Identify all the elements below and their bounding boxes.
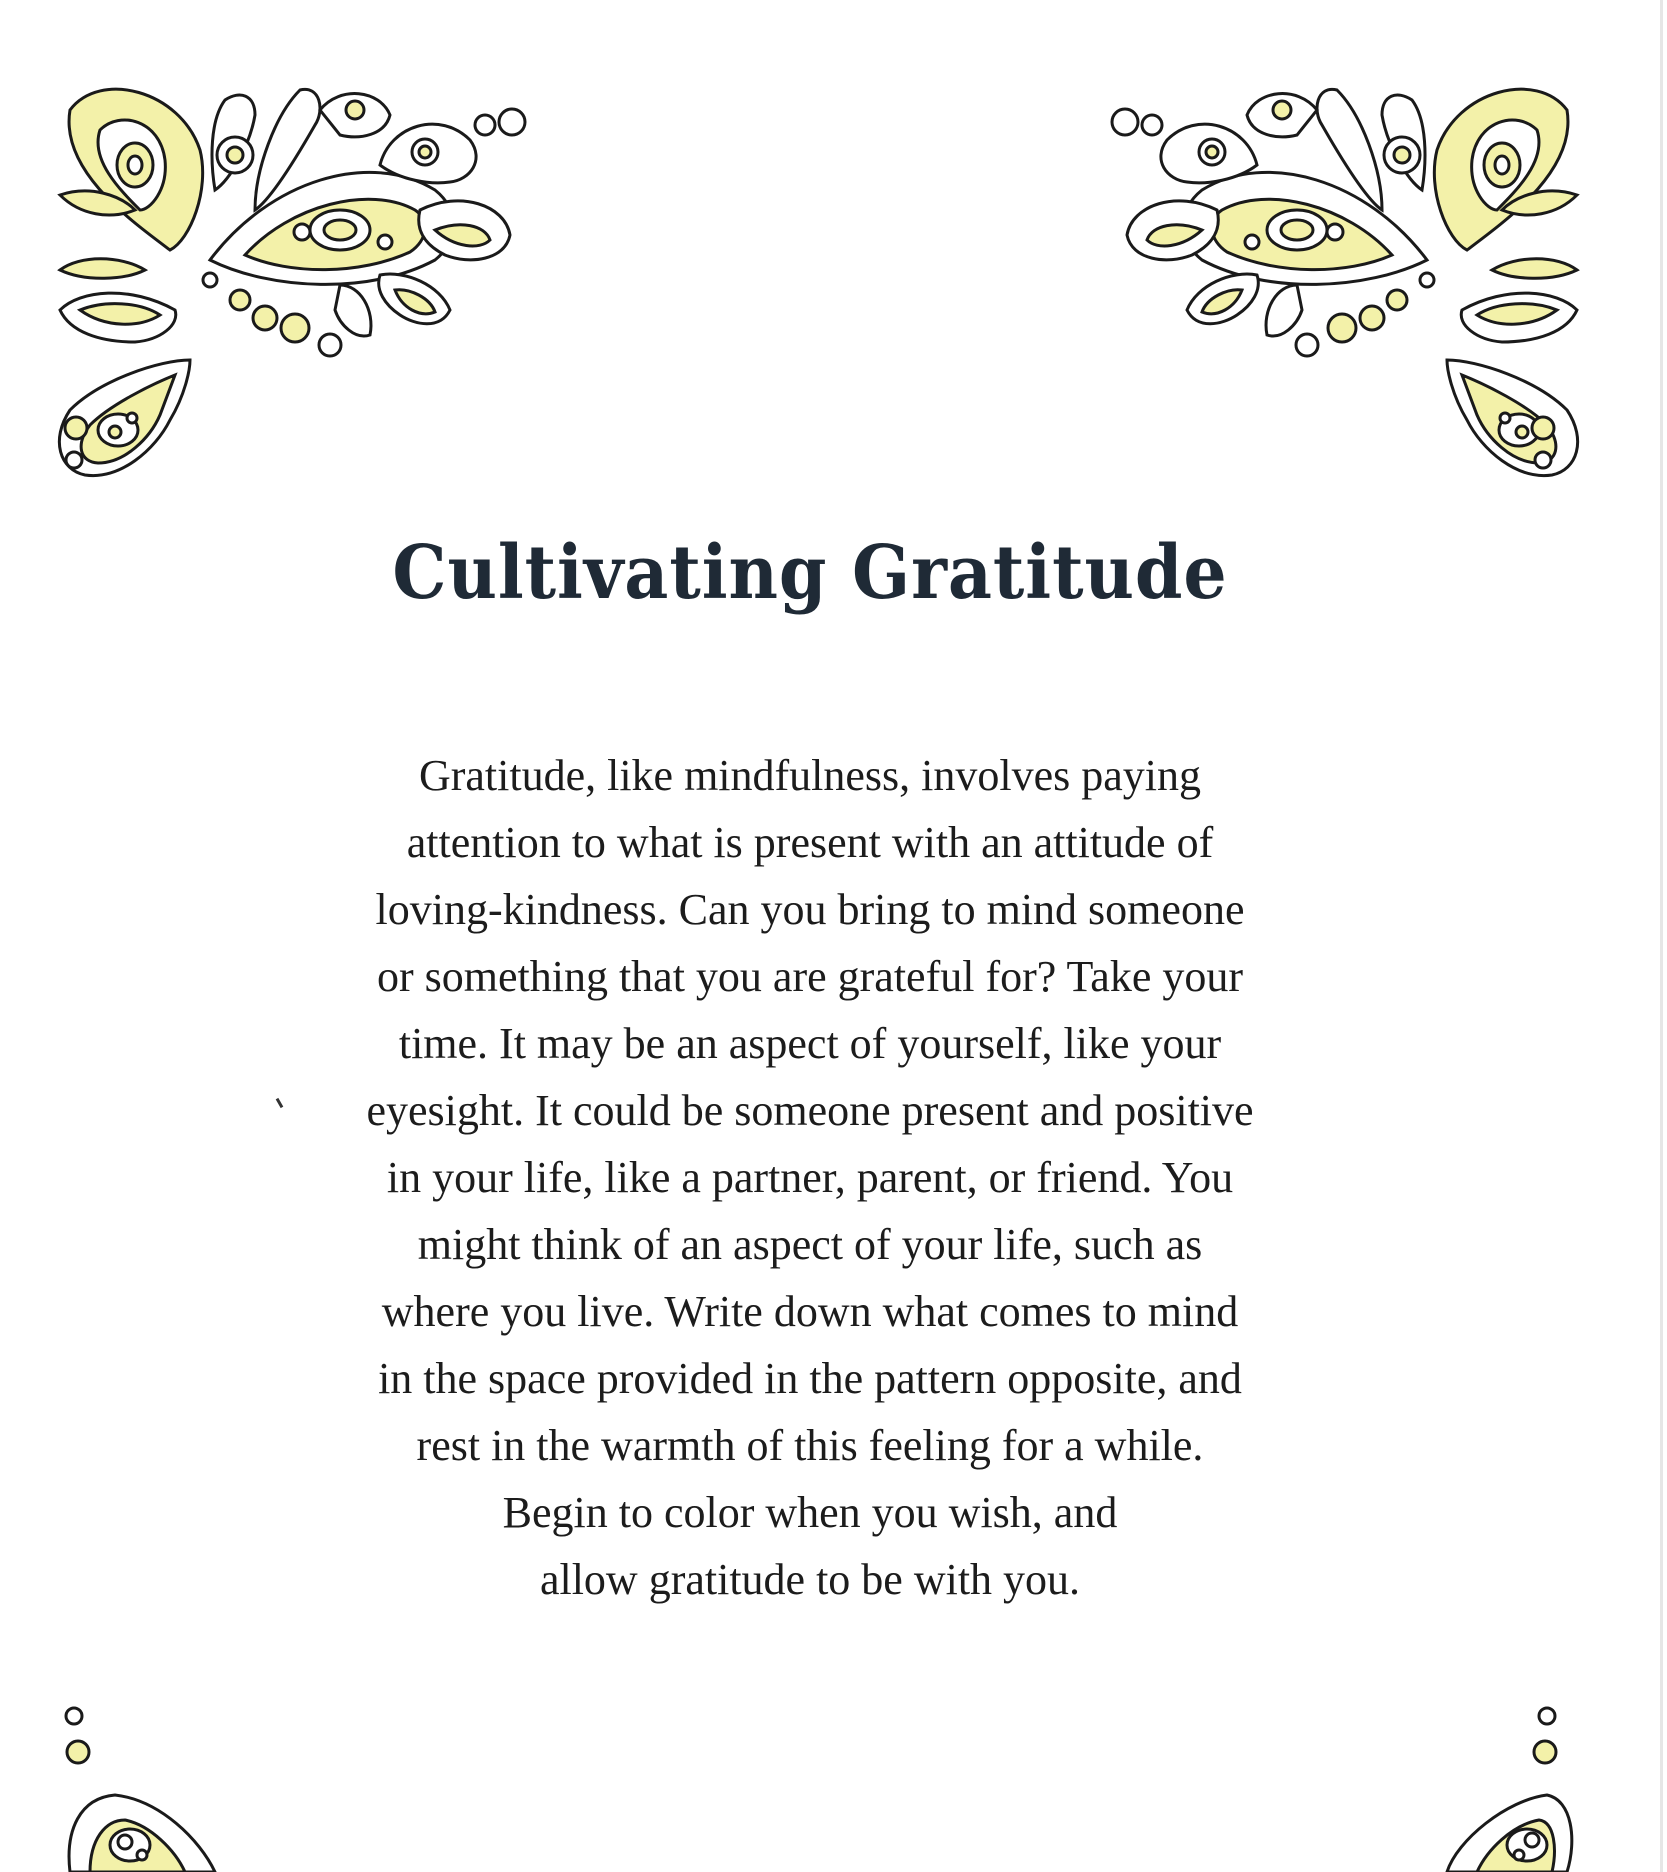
paisley-ornament-icon — [40, 70, 540, 490]
body-line: attention to what is present with an attitude of — [406, 818, 1214, 867]
body-paragraph — [260, 742, 1360, 1613]
body-line: time. It may be an aspect of yourself, like your — [398, 1019, 1222, 1068]
paisley-ornament-icon — [40, 1690, 240, 1872]
dots-icon — [58, 410, 98, 480]
body-line: or something that you are grateful for? Take your — [376, 952, 1244, 1001]
body-line: eyesight. It could be someone present and positive — [366, 1086, 1254, 1135]
body-line: allow gratitude to be with you. — [539, 1555, 1081, 1604]
body-line: might think of an aspect of your life, such as — [417, 1220, 1203, 1269]
paisley-ornament-icon — [1097, 70, 1597, 490]
body-line: rest in the warmth of this feeling for a while. — [416, 1421, 1204, 1470]
body-line: loving-kindness. Can you bring to mind someone — [375, 885, 1245, 934]
dots-icon — [1525, 410, 1565, 480]
paisley-ornament-icon — [1427, 1690, 1627, 1872]
body-line: Begin to color when you wish, and — [502, 1488, 1118, 1537]
page-title: Cultivating Gratitude — [392, 530, 1228, 616]
body-line: in the space provided in the pattern opposite, and — [378, 1354, 1242, 1403]
body-line: where you live. Write down what comes to mind — [381, 1287, 1239, 1336]
body-line: in your life, like a partner, parent, or friend. You — [386, 1153, 1234, 1202]
body-line: Gratitude, like mindfulness, involves paying — [418, 751, 1202, 800]
page-edge — [1660, 0, 1663, 1872]
